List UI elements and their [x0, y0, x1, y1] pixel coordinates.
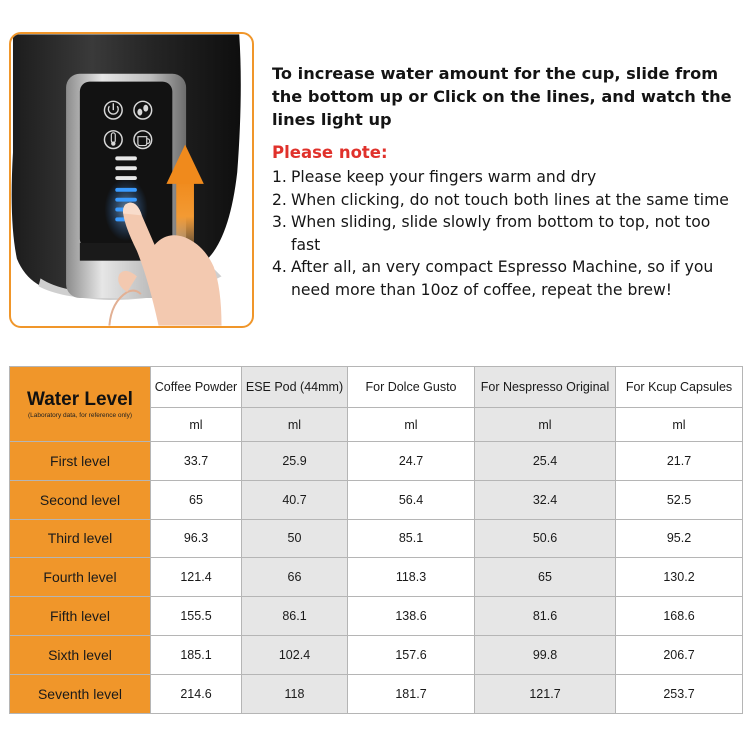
value-cell: 118	[242, 674, 348, 713]
note-item	[272, 211, 742, 256]
note-number: 1.	[272, 168, 287, 186]
value-cell: 24.7	[348, 442, 475, 481]
table-row	[10, 519, 743, 558]
value-cell: 65	[475, 558, 616, 597]
note-text: When clicking, do not touch both lines at the same time	[291, 190, 729, 209]
value-cell: 95.2	[616, 519, 743, 558]
unit-cell: ml	[242, 408, 348, 442]
note-title: Please note:	[272, 143, 388, 162]
value-cell: 253.7	[616, 674, 743, 713]
unit-cell: ml	[348, 408, 475, 442]
value-cell: 21.7	[616, 442, 743, 481]
note-item	[272, 189, 742, 212]
value-cell: 65	[151, 480, 242, 519]
value-cell: 50	[242, 519, 348, 558]
value-cell: 25.9	[242, 442, 348, 481]
value-cell: 56.4	[348, 480, 475, 519]
note-number: 4.	[272, 258, 287, 276]
product-photo-panel	[9, 32, 254, 328]
value-cell: 50.6	[475, 519, 616, 558]
value-cell: 33.7	[151, 442, 242, 481]
note-number: 2.	[272, 190, 287, 209]
water-level-table-wrapper	[9, 366, 742, 714]
unit-cell: ml	[475, 408, 616, 442]
intro-text: To increase water amount for the cup, slide from the bottom up or Click on the lines, and watch the lines light up	[272, 64, 732, 129]
level-label: Sixth level	[10, 635, 151, 674]
value-cell: 40.7	[242, 480, 348, 519]
water-level-title: Water Level	[27, 388, 133, 410]
value-cell: 155.5	[151, 597, 242, 636]
note-text: After all, an very compact Espresso Machine, so if you need more than 10oz of coffee, repeat the brew!	[291, 258, 714, 299]
column-header: For Nespresso Original	[475, 367, 616, 408]
table-row	[10, 558, 743, 597]
level-label: Fifth level	[10, 597, 151, 636]
value-cell: 85.1	[348, 519, 475, 558]
table-row	[10, 635, 743, 674]
value-cell: 206.7	[616, 635, 743, 674]
value-cell: 52.5	[616, 480, 743, 519]
unit-cell: ml	[616, 408, 743, 442]
value-cell: 138.6	[348, 597, 475, 636]
note-text: Please keep your fingers warm and dry	[291, 168, 597, 186]
water-level-subtitle: (Laboratory data, for reference only)	[27, 411, 133, 419]
value-cell: 130.2	[616, 558, 743, 597]
table-header-row	[10, 367, 743, 408]
notes-list	[272, 166, 742, 301]
column-header: Coffee Powder	[151, 367, 242, 408]
column-header: For Dolce Gusto	[348, 367, 475, 408]
note-number: 3.	[272, 213, 287, 231]
value-cell: 32.4	[475, 480, 616, 519]
value-cell: 121.7	[475, 674, 616, 713]
note-text: When sliding, slide slowly from bottom to top, not too fast	[291, 213, 711, 254]
note-item	[272, 166, 742, 189]
table-row	[10, 674, 743, 713]
value-cell: 168.6	[616, 597, 743, 636]
level-label: Third level	[10, 519, 151, 558]
value-cell: 118.3	[348, 558, 475, 597]
value-cell: 66	[242, 558, 348, 597]
water-level-table	[9, 366, 743, 714]
table-row	[10, 597, 743, 636]
water-level-header	[10, 367, 151, 442]
table-row	[10, 442, 743, 481]
value-cell: 86.1	[242, 597, 348, 636]
value-cell: 157.6	[348, 635, 475, 674]
value-cell: 102.4	[242, 635, 348, 674]
table-row	[10, 480, 743, 519]
instructions-block	[272, 62, 742, 301]
value-cell: 25.4	[475, 442, 616, 481]
value-cell: 185.1	[151, 635, 242, 674]
note-item	[272, 256, 742, 301]
value-cell: 181.7	[348, 674, 475, 713]
value-cell: 99.8	[475, 635, 616, 674]
level-label: Second level	[10, 480, 151, 519]
level-label: Fourth level	[10, 558, 151, 597]
column-header: ESE Pod (44mm)	[242, 367, 348, 408]
value-cell: 96.3	[151, 519, 242, 558]
espresso-machine-illustration	[11, 34, 252, 326]
level-label: First level	[10, 442, 151, 481]
value-cell: 214.6	[151, 674, 242, 713]
level-label: Seventh level	[10, 674, 151, 713]
value-cell: 121.4	[151, 558, 242, 597]
column-header: For Kcup Capsules	[616, 367, 743, 408]
value-cell: 81.6	[475, 597, 616, 636]
unit-cell: ml	[151, 408, 242, 442]
